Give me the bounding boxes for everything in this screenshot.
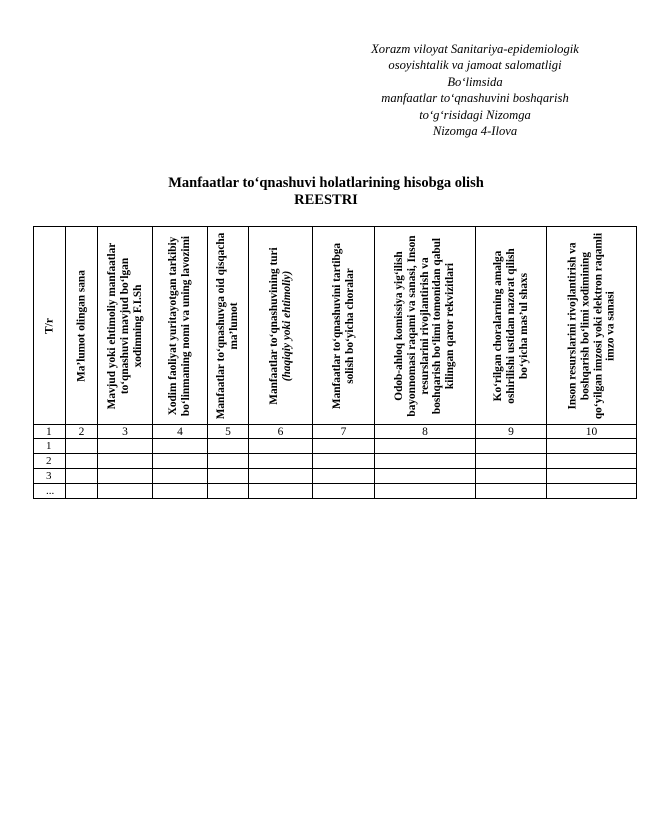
header-text: Ma’lumot olingan sana xyxy=(75,269,88,382)
header-text: Ko‘rilgan choralarning amalga oshirilishi ustidan nazorat qilish bo‘yicha mas’ul shaxs xyxy=(491,247,530,404)
table-cell xyxy=(375,454,476,469)
header-cell xyxy=(34,227,66,425)
header-text: Manfaatlar to‘qnashuvining turi xyxy=(267,246,280,405)
table-cell xyxy=(547,469,637,484)
table-row xyxy=(34,454,637,469)
annex-line: Bo‘limsida xyxy=(447,74,503,89)
table-cell xyxy=(66,469,98,484)
table-cell xyxy=(476,469,547,484)
table-cell xyxy=(476,439,547,454)
column-number: 9 xyxy=(476,425,547,439)
column-number: 10 xyxy=(547,425,637,439)
table-cell xyxy=(375,484,476,499)
row-number: 3 xyxy=(34,469,66,484)
row-number: ... xyxy=(34,484,66,499)
table-cell xyxy=(208,469,249,484)
table-cell xyxy=(313,484,375,499)
table-cell xyxy=(98,454,153,469)
table-cell xyxy=(66,439,98,454)
table-cell xyxy=(98,439,153,454)
table-cell xyxy=(249,469,313,484)
header-cell xyxy=(547,227,637,425)
annex-line: manfaatlar to‘qnashuvini boshqarish xyxy=(381,91,569,106)
column-number: 4 xyxy=(153,425,208,439)
table-cell xyxy=(66,484,98,499)
header-cell xyxy=(375,227,476,425)
header-text: T/r xyxy=(43,317,56,334)
header-cell xyxy=(249,227,313,425)
header-cell xyxy=(153,227,208,425)
table-cell xyxy=(375,439,476,454)
annex-line: to‘g‘risidagi Nizomga xyxy=(419,107,531,122)
table-cell xyxy=(547,484,637,499)
table-cell xyxy=(98,484,153,499)
annex-line: Nizomga 4-Ilova xyxy=(432,124,518,139)
header-cell xyxy=(66,227,98,425)
header-text: Odob-ahloq komissiya yig‘ilish bayonnomasi raqami va sanasi, Inson resurslarini rivojlantirish va boshqarish bo‘limi tomonidan qabul kilingan qaror rekvizitlari xyxy=(393,234,457,417)
column-number: 2 xyxy=(66,425,98,439)
header-cell xyxy=(313,227,375,425)
column-number: 3 xyxy=(98,425,153,439)
title-line: Manfaatlar to‘qnashuvi holatlarining hisobga olish xyxy=(168,175,484,191)
table-row xyxy=(34,469,637,484)
title-line-reestr: REESTRI xyxy=(294,192,358,208)
table-cell xyxy=(547,439,637,454)
column-number: 5 xyxy=(208,425,249,439)
table-cell xyxy=(375,469,476,484)
row-number: 2 xyxy=(34,454,66,469)
table-cell xyxy=(249,484,313,499)
table-cell xyxy=(208,454,249,469)
table-cell xyxy=(547,454,637,469)
header-cell xyxy=(98,227,153,425)
annex-reference xyxy=(330,41,620,139)
table-cell xyxy=(153,439,208,454)
table-cell xyxy=(208,484,249,499)
table-cell xyxy=(153,469,208,484)
table-cell xyxy=(249,439,313,454)
table-cell xyxy=(313,439,375,454)
table-cell xyxy=(313,469,375,484)
table-cell xyxy=(208,439,249,454)
table-cell xyxy=(249,454,313,469)
header-row xyxy=(34,227,637,425)
annex-line: Xorazm viloyat Sanitariya-epidemiologik xyxy=(371,42,579,56)
header-text: Mavjud yoki ehtimoliy manfaatlar to‘qnashuvi mavjud bo‘lgan xodimning F.I.Sh xyxy=(105,242,144,409)
header-text: Xodim faoliyat yuritayotgan tarkibiy bo‘linmaning nomi va uning lavozimi xyxy=(167,235,192,416)
table-row xyxy=(34,439,637,454)
column-number-row xyxy=(34,425,637,439)
header-text: Manfaatlar to‘qnashuvga oid qisqacha ma’lumot xyxy=(215,232,240,419)
table-cell xyxy=(476,454,547,469)
annex-line: osoyishtalik va jamoat salomatligi xyxy=(388,58,562,73)
document-title xyxy=(0,175,652,209)
register-table xyxy=(33,226,637,499)
header-cell xyxy=(476,227,547,425)
table-cell xyxy=(153,484,208,499)
column-number: 8 xyxy=(375,425,476,439)
table-cell xyxy=(153,454,208,469)
table-row xyxy=(34,484,637,499)
header-subtext: (haqiqiy yoki ehtimoliy) xyxy=(280,270,293,381)
header-text: Manfaatlar to‘qnashuvini tartibga solish bo‘yicha choralar xyxy=(330,242,356,409)
table-cell xyxy=(98,469,153,484)
table-cell xyxy=(476,484,547,499)
table-cell xyxy=(313,454,375,469)
column-number: 1 xyxy=(34,425,66,439)
column-number: 6 xyxy=(249,425,313,439)
header-text: Inson resurslarini rivojlantirish va boshqarish bo‘limi xodimining qo‘yilgan imzosi yoki elektron raqamli imzo va sanasi xyxy=(565,232,617,419)
row-number: 1 xyxy=(34,439,66,454)
header-cell xyxy=(208,227,249,425)
column-number: 7 xyxy=(313,425,375,439)
table-cell xyxy=(66,454,98,469)
